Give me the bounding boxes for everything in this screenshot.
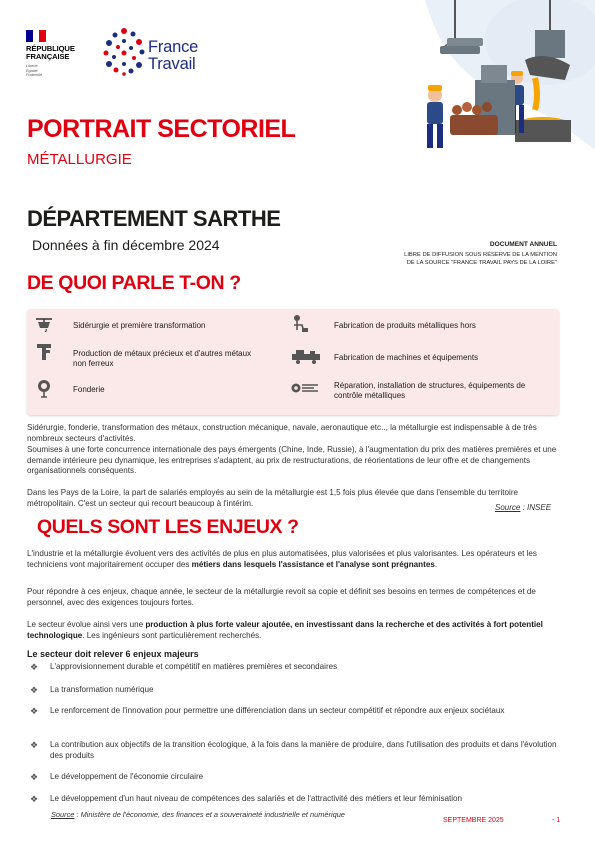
page-title: PORTRAIT SECTORIEL <box>27 115 296 143</box>
page-number: - 1 <box>552 817 561 824</box>
diamond-bullet-icon: ❖ <box>30 685 39 695</box>
rf-motto: Liberté Égalité Fraternité <box>26 64 43 78</box>
machine-icon <box>289 347 323 365</box>
intro-paragraph-2: Soumises à une forte concurrence internationale des pays émergents (Chine, Inde, Russie), à l'augmentation du prix des matières premières et une demande intérieure peu dynamique, les entreprises s'adaptent, au prix de restructurations, de réorientations de leur offre et de changements organisationnels conséquents. <box>27 445 557 476</box>
french-flag-icon <box>26 30 46 42</box>
challenges-list-title: Le secteur doit relever 6 enjeux majeurs <box>27 649 199 659</box>
source-ministry: Source : Ministère de l'économie, des finances et a souveraineté industrielle et numérique <box>51 810 345 819</box>
diamond-bullet-icon: ❖ <box>30 772 39 782</box>
republique-francaise-logo <box>26 30 88 78</box>
rf-name-line2: FRANÇAISE <box>26 52 70 61</box>
intro-paragraph-3: Dans les Pays de la Loire, la part de salariés employés au sein de la métallurgie est 1,5 fois plus élevée que dans l'ensemble du territoire métropolitain. C'est un secteur qui recourt beaucoup à l'intérim. <box>27 488 519 508</box>
section-title-what: DE QUOI PARLE T-ON ? <box>27 272 241 294</box>
challenges-paragraph-1: L'industrie et la métallurgie évoluent vers des activités de plus en plus automatisées, plus valorisées et plus valorisantes. Les opérateurs et les techniciens vont majoritairement occuper des métiers dans lesquels l'assistance et l'analyse sont prégnantes. <box>27 549 537 569</box>
footer-date: SEPTEMBRE 2025 <box>443 817 504 824</box>
wrench-icon <box>289 315 311 333</box>
challenges-paragraph-3: Le secteur évolue ainsi vers une production à plus forte valeur ajoutée, en investissant dans la recherche et des activités à fort potentiel technologique. Les ingénieurs sont particulièrement recherchés. <box>27 620 543 640</box>
data-date: Données à fin décembre 2024 <box>32 237 220 253</box>
foundry-icon <box>33 379 55 397</box>
diamond-bullet-icon: ❖ <box>30 740 39 750</box>
source-insee: Source : INSEE <box>495 503 552 512</box>
metallurgy-illustration <box>385 0 595 160</box>
caliper-icon <box>33 343 55 361</box>
challenges-paragraph-2: Pour répondre à ces enjeux, chaque année, le secteur de la métallurgie revoit sa copie et définit ses besoins en termes de compétences et de personnel, avec des exigences toujours fortes. <box>27 587 536 607</box>
diamond-bullet-icon: ❖ <box>30 662 39 672</box>
diamond-bullet-icon: ❖ <box>30 706 39 716</box>
activities-box: Sidérurgie et première transformation Fabrication de produits métalliques hors Production de métaux précieux et d'autres métaux non ferreux Fabrication de machines et équipements Fonderie Réparation, installation de structures, équipements de contrôle métalliques <box>27 309 559 415</box>
section-title-challenges: QUELS SONT LES ENJEUX ? <box>37 516 299 538</box>
document-type: DOCUMENT ANNUEL <box>489 241 557 248</box>
page-subtitle: MÉTALLURGIE <box>27 151 132 168</box>
rf-name-line1: RÉPUBLIQUE <box>26 44 75 53</box>
france-travail-logo <box>102 26 226 76</box>
department-title: DÉPARTEMENT SARTHE <box>27 206 281 231</box>
diffusion-notice: LIBRE DE DIFFUSION SOUS RÉSERVE DE LA MENTION DE LA SOURCE "FRANCE TRAVAIL PAYS DE LA LOIRE" <box>404 252 557 266</box>
intro-paragraph-1: Sidérurgie, fonderie, transformation des métaux, construction mécanique, navale, aeronautique etc.., la métallurgie est indispensable à de très nombreux secteurs d'activités. <box>27 423 537 443</box>
gears-icon <box>289 379 323 397</box>
ladle-icon <box>33 315 55 333</box>
france-travail-name: France Travail <box>148 38 199 73</box>
diamond-bullet-icon: ❖ <box>30 794 39 804</box>
france-travail-dots-icon <box>102 26 150 76</box>
